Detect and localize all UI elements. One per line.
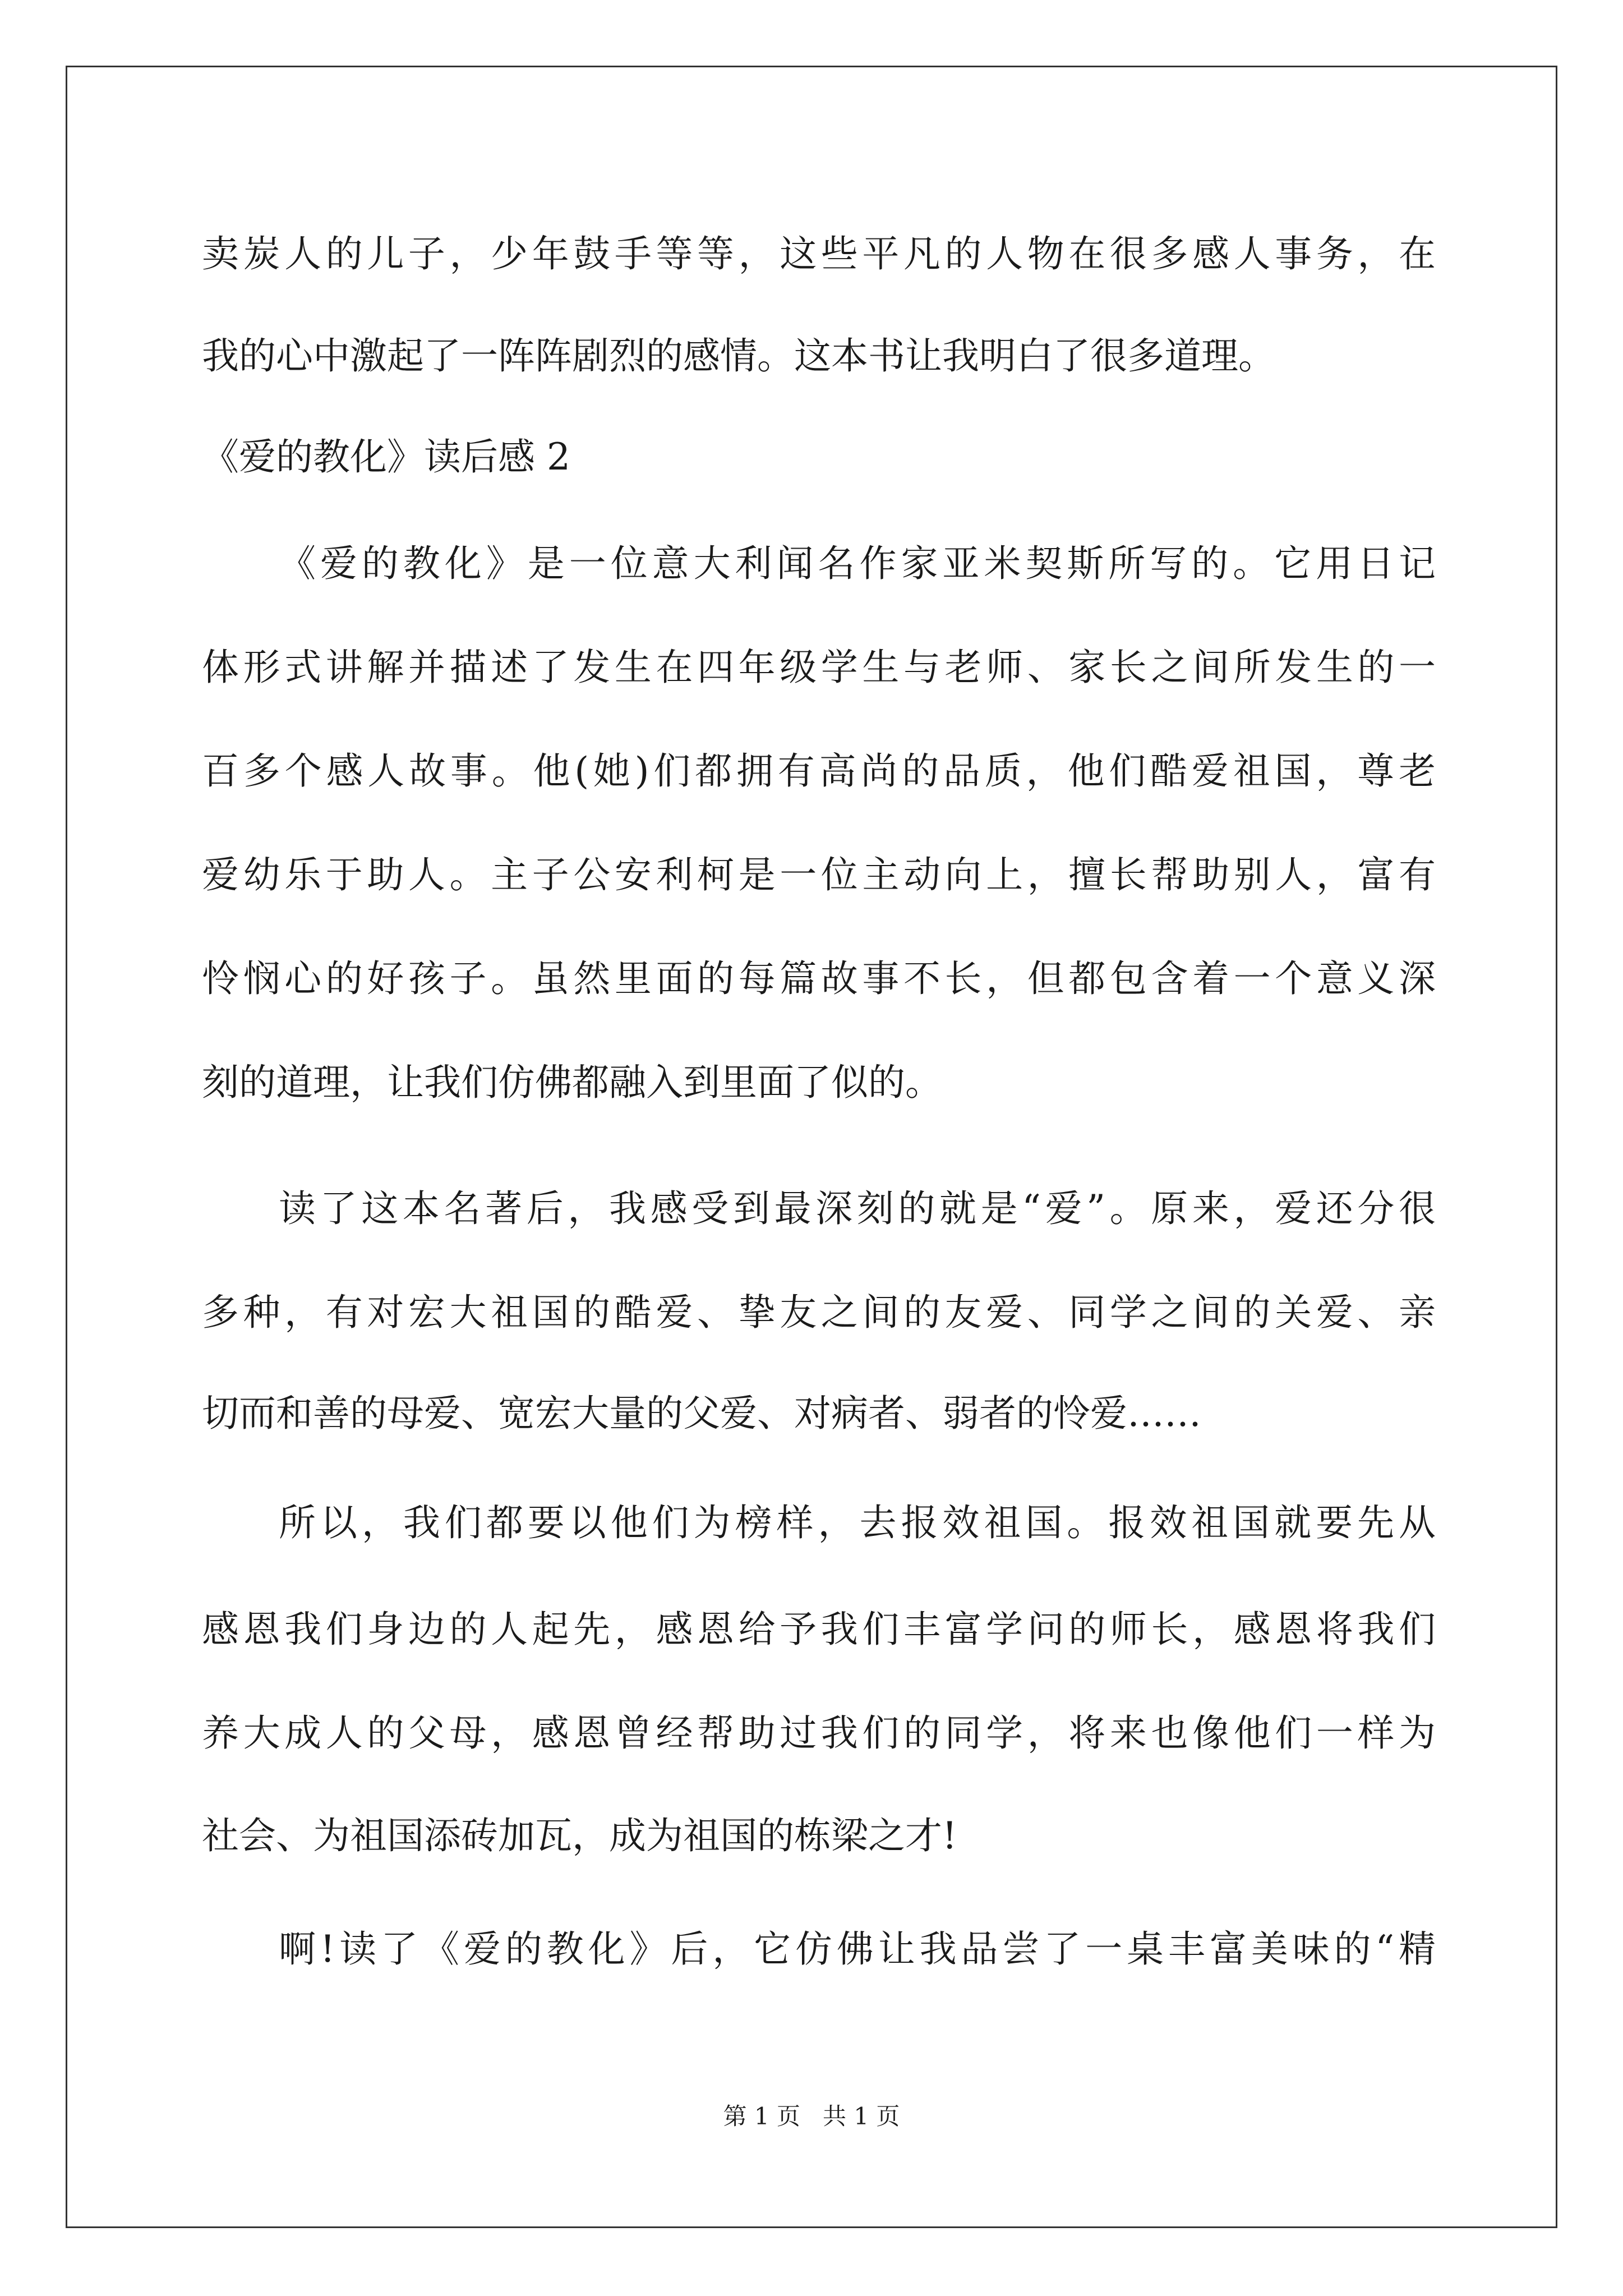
text-line: 读了这本名著后，我感受到最深刻的就是“爱”。原来，爱还分很 [279,1187,1436,1230]
text-line: 刻的道理，让我们仿佛都融入到里面了似的。 [202,1061,942,1104]
text-line: 爱幼乐于助人。主子公安利柯是一位主动向上，擅长帮助别人，富有 [202,853,1436,896]
text-line: 我的心中激起了一阵阵剧烈的感情。这本书让我明白了很多道理。 [202,334,1275,378]
page-footer [0,2101,1623,2132]
page-number: 第 1 页 [723,2102,800,2130]
text-line: 啊!读了《爱的教化》后，它仿佛让我品尝了一桌丰富美味的“精 [279,1927,1436,1971]
text-line: 多种，有对宏大祖国的酷爱、挚友之间的友爱、同学之间的关爱、亲 [202,1291,1436,1334]
text-line: 《爱的教化》是一位意大利闻名作家亚米契斯所写的。它用日记 [279,542,1436,585]
text-line: 体形式讲解并描述了发生在四年级学生与老师、家长之间所发生的一 [202,646,1436,689]
page-border [66,66,1557,2228]
text-line: 感恩我们身边的人起先，感恩给予我们丰富学问的师长，感恩将我们 [202,1608,1436,1651]
text-line: 卖炭人的儿子，少年鼓手等等，这些平凡的人物在很多感人事务，在 [202,232,1436,275]
text-line: 百多个感人故事。他(她)们都拥有高尚的品质，他们酷爱祖国，尊老 [202,749,1436,793]
text-line: 社会、为祖国添砖加瓦，成为祖国的栋梁之才! [202,1814,957,1857]
text-line: 所以，我们都要以他们为榜样，去报效祖国。报效祖国就要先从 [279,1501,1436,1544]
text-line: 怜悯心的好孩子。虽然里面的每篇故事不长，但都包含着一个意义深 [202,957,1436,1000]
page-total: 共 1 页 [823,2102,900,2130]
text-line: 养大成人的父母，感恩曾经帮助过我们的同学，将来也像他们一样为 [202,1711,1436,1755]
section-heading: 《爱的教化》读后感 2 [202,435,570,478]
text-line: 切而和善的母爱、宽宏大量的父爱、对病者、弱者的怜爱…… [202,1392,1201,1435]
